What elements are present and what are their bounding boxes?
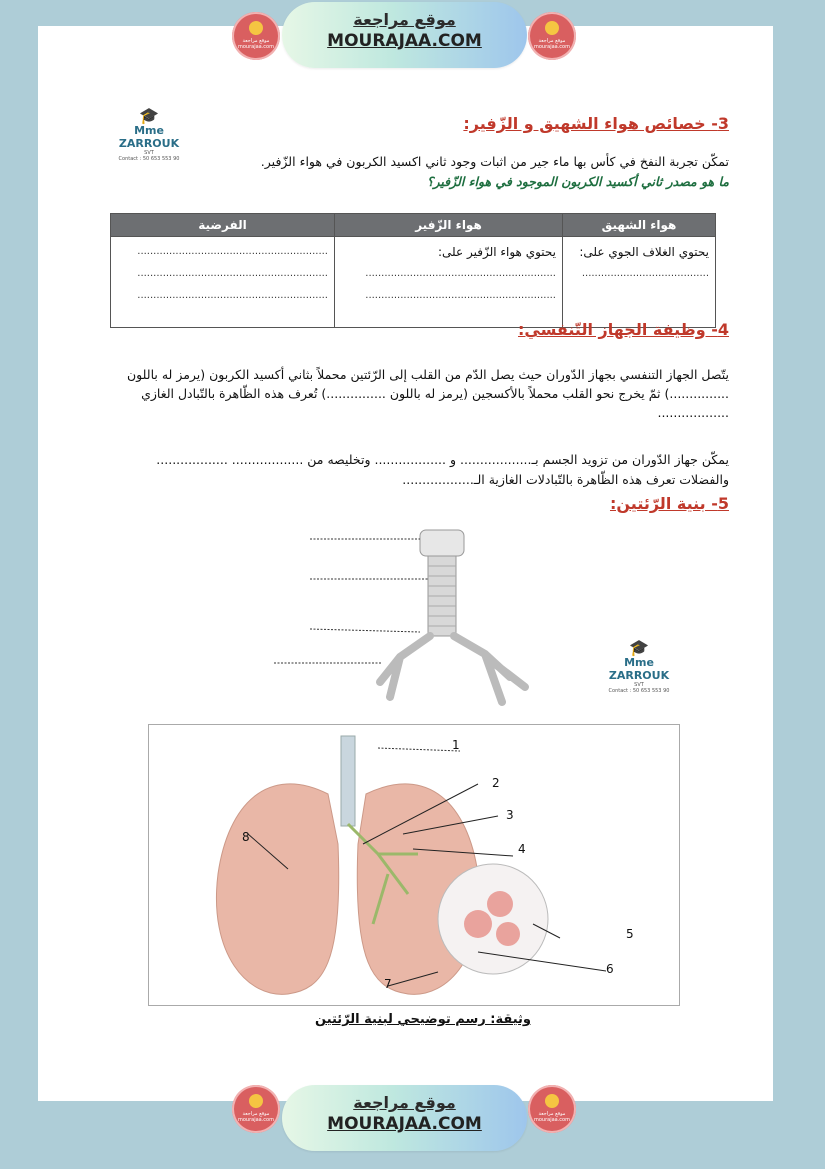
- badge-text: موقع مراجعة: [538, 1111, 566, 1117]
- logo-name: Mme ZARROUK: [118, 124, 180, 150]
- cell-text: يحتوي هواء الزّفير على:: [437, 245, 556, 259]
- teacher-logo: [106, 108, 192, 162]
- section3-question: ما هو مصدر ثاني أكسيد الكربون الموجود في هواء الزّفير؟: [426, 174, 729, 189]
- diagram-label-5: 5: [626, 927, 634, 941]
- lungs-diagram: [148, 724, 678, 1004]
- diagram-label-7: 7: [384, 977, 392, 991]
- answer-dots: ............................................................: [137, 290, 328, 301]
- teacher-logo-2: [596, 640, 682, 694]
- section3-text: تمكّن تجربة النفخ في كأس بها ماء جير من اثبات وجود ثاني اكسيد الكربون في هواء الزّفير.: [260, 154, 729, 169]
- graduation-cap-icon: 🎓: [139, 106, 159, 125]
- diagram-label-1: 1: [452, 738, 460, 752]
- site-badge-right[interactable]: [528, 12, 576, 60]
- badge-logo-icon: [545, 1094, 559, 1108]
- badge-url: mourajaa.com: [533, 1117, 570, 1123]
- section4-paragraph2: يمكّن جهاز الدّوران من تزويد الجسم بـ.................. و .................. وتخليصه من .................. ..................: [156, 452, 729, 467]
- table-cell-inhaled[interactable]: [563, 237, 716, 328]
- trachea-bronchi-diagram: [270, 522, 540, 712]
- figure-caption: وثيقة: رسم توضيحي لبنية الرّئتين: [315, 1012, 531, 1027]
- table-cell-exhaled[interactable]: [335, 237, 563, 328]
- site-arabic-name: موقع مراجعة: [353, 1093, 456, 1112]
- badge-url: mourajaa.com: [533, 44, 570, 50]
- table-header: هواء الزّفير: [335, 214, 563, 237]
- section4-paragraph3: والفضلات تعرف هذه الظّاهرة بالتّبادلات الغازية الـ..................: [402, 472, 729, 487]
- badge-url: mourajaa.com: [237, 1117, 274, 1123]
- section4-paragraph1: يتّصل الجهاز التنفسي بجهاز الدّوران حيث يصل الدّم من القلب إلى الرّئتين محملاً بثاني أكسيد الكربون (يرمز له باللون ...............) ثمّ يخرج نحو القلب محملاً بالأكسجين (يرمز له باللون ...............) تُعرف هذه الظّاهرة بالتّبادل الغازي ..................: [126, 367, 729, 420]
- badge-logo-icon: [545, 21, 559, 35]
- air-comparison-table: [110, 213, 716, 328]
- section4-heading: 4- وظيفة الجهاز التّنفسي:: [518, 320, 729, 339]
- badge-logo-icon: [249, 1094, 263, 1108]
- diagram-label-8: 8: [242, 830, 250, 844]
- site-banner-top[interactable]: [282, 2, 527, 68]
- diagram-label-3: 3: [506, 808, 514, 822]
- site-arabic-name: موقع مراجعة: [353, 10, 456, 29]
- graduation-cap-icon: 🎓: [629, 638, 649, 657]
- table-header: الفرضية: [111, 214, 335, 237]
- diagram-label-2: 2: [492, 776, 500, 790]
- cell-text: يحتوي الغلاف الجوي على:: [579, 245, 709, 259]
- answer-dots: ........................................: [581, 268, 709, 279]
- badge-logo-icon: [249, 21, 263, 35]
- logo-subtitle: SVT: [634, 682, 644, 688]
- logo-contact: Contact : 50 653 553 90: [608, 688, 670, 694]
- site-badge-left-bottom[interactable]: [232, 1085, 280, 1133]
- answer-dots: ............................................................: [137, 246, 328, 257]
- answer-dots: ............................................................: [137, 268, 328, 279]
- section3-heading: 3- خصائص هواء الشهيق و الزّفير:: [463, 114, 729, 133]
- section5-heading: 5- بنية الرّئتين:: [609, 494, 729, 513]
- badge-text: موقع مراجعة: [242, 1111, 270, 1117]
- badge-text: موقع مراجعة: [242, 38, 270, 44]
- site-domain: MOURAJAA.COM: [327, 1114, 482, 1134]
- table-header: هواء الشهيق: [563, 214, 716, 237]
- diagram-label-6: 6: [606, 962, 614, 976]
- badge-url: mourajaa.com: [237, 44, 274, 50]
- site-banner-bottom[interactable]: [282, 1085, 527, 1151]
- table-cell-hypothesis[interactable]: [111, 237, 335, 328]
- site-badge-left[interactable]: [232, 12, 280, 60]
- answer-dots: ............................................................: [365, 268, 556, 279]
- logo-subtitle: SVT: [144, 150, 154, 156]
- site-domain: MOURAJAA.COM: [327, 31, 482, 51]
- badge-text: موقع مراجعة: [538, 38, 566, 44]
- logo-name: Mme ZARROUK: [608, 656, 670, 682]
- logo-contact: Contact : 50 653 553 90: [118, 156, 180, 162]
- answer-dots: ............................................................: [365, 290, 556, 301]
- site-badge-right-bottom[interactable]: [528, 1085, 576, 1133]
- diagram-label-4: 4: [518, 842, 526, 856]
